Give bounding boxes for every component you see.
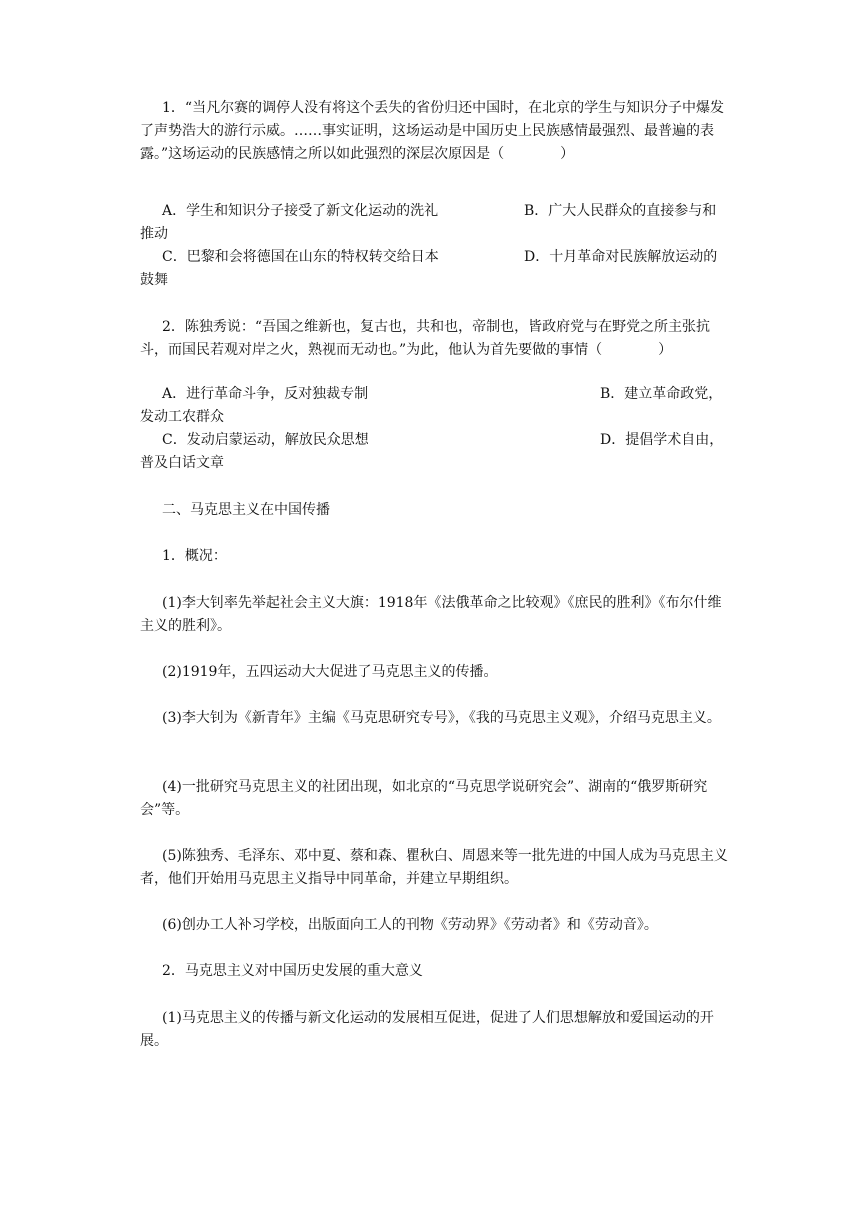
overview-item-2: (2)1919年，五四运动大大促进了马克思主义的传播。	[162, 664, 498, 680]
overview-item-4: (4)一批研究马克思主义的社团出现，如北京的“马克思学说研究会”、湖南的“俄罗斯研究会”等。	[140, 779, 708, 818]
significance-item-1: (1)马克思主义的传播与新文化运动的发展相互促进，促进了人们思想解放和爱国运动的开展。	[140, 1010, 714, 1049]
question-1-option-c: C．巴黎和会将德国在山东的特权转交给日本	[162, 249, 439, 265]
question-2-option-a: A．进行革命斗争，反对独裁专制	[162, 386, 369, 402]
question-1-option-d: D．十月革命对民族解放运动的	[524, 249, 718, 265]
question-2-option-b-continuation: 发动工农群众	[140, 409, 224, 425]
question-2-option-d-continuation: 普及白话文章	[140, 455, 224, 471]
question-1-option-d-continuation: 鼓舞	[140, 272, 168, 288]
overview-item-3: (3)李大钊为《新青年》主编《马克思研究专号》，《我的马克思主义观》，介绍马克思主义。	[162, 710, 721, 726]
question-1-stem: 1．“当凡尔赛的调停人没有将这个丢失的省份归还中国时，在北京的学生与知识分子中爆发了声势浩大的游行示威。……事实证明，这场运动是中国历史上民族感情最强烈、最普遍的表露。”这场运动的民族感情之所以如此强烈的深层次原因是（ ）	[140, 100, 725, 162]
question-2-option-b: B．建立革命政党，	[600, 386, 723, 402]
section-2-subheading-significance: 2．马克思主义对中国历史发展的重大意义	[162, 963, 423, 979]
overview-item-1: (1)李大钊率先举起社会主义大旗：1918年《法俄革命之比较观》《庶民的胜利》《布尔什维主义的胜利》。	[140, 595, 722, 634]
question-1-option-a: A．学生和知识分子接受了新文化运动的洗礼	[162, 203, 439, 219]
section-2-heading: 二、马克思主义在中国传播	[162, 502, 330, 518]
question-1-options-row-1	[140, 200, 735, 223]
question-2-stem: 2．陈独秀说：“吾国之维新也，复古也，共和也，帝制也，皆政府党与在野党之所主张抗斗，而国民若观对岸之火，熟视而无动也。”为此，他认为首先要做的事情（ ）	[140, 319, 711, 358]
question-2-option-d: D．提倡学术自由，	[600, 432, 724, 448]
question-2-option-c: C．发动启蒙运动，解放民众思想	[162, 432, 369, 448]
question-1-option-b-continuation: 推动	[140, 226, 168, 242]
question-2-options-row-2	[140, 429, 735, 452]
overview-item-6: (6)创办工人补习学校，出版面向工人的刊物《劳动界》《劳动者》和《劳动音》。	[162, 917, 658, 933]
question-1-options-row-2	[140, 246, 735, 269]
question-1-option-b: B．广大人民群众的直接参与和	[524, 203, 717, 219]
question-2-options-row-1	[140, 383, 735, 406]
overview-item-5: (5)陈独秀、毛泽东、邓中夏、蔡和森、瞿秋白、周恩来等一批先进的中国人成为马克思主义者，他们开始用马克思主义指导中同革命，并建立早期组织。	[140, 848, 728, 887]
section-2-subheading-overview: 1．概况：	[162, 548, 227, 564]
